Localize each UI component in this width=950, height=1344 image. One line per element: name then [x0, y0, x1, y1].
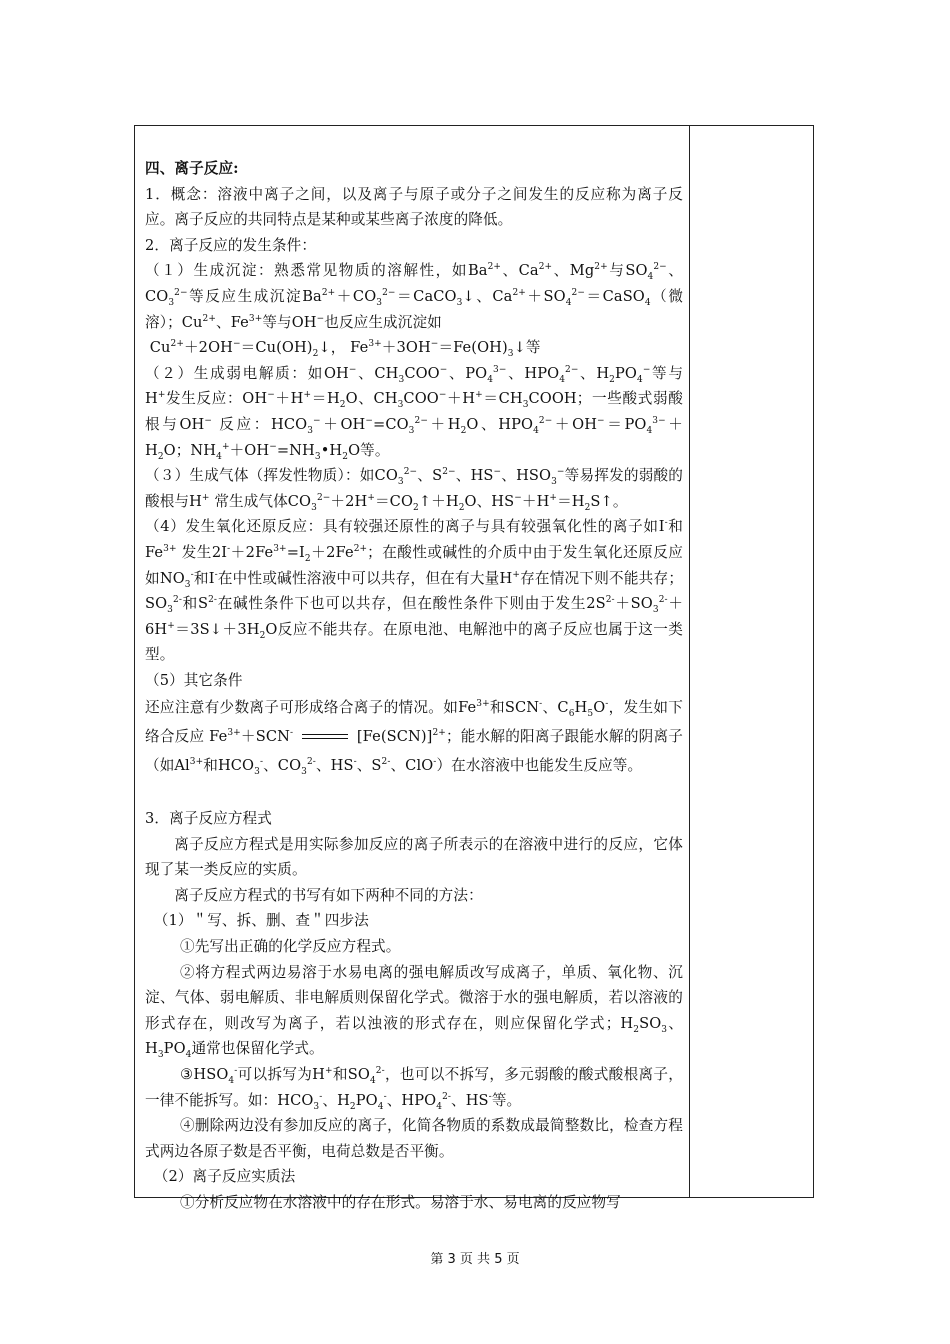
equation-section-heading: 3．离子反应方程式 — [145, 810, 272, 828]
table-column-divider — [689, 126, 690, 1197]
section-title: 四、离子反应: — [145, 160, 239, 177]
main-text-cell — [145, 156, 683, 1216]
method-two-step-one: ①分析反应物在水溶液中的存在形式。易溶于水、易电离的反应物写 — [180, 1193, 621, 1211]
concept-paragraph: 1．概念：溶液中离子之间，以及离子与原子或分子之间发生的反应称为离子反应。离子反应的共同特点是某种或某些离子浓度的降低。 — [145, 185, 683, 229]
equilibrium-arrow-icon — [302, 733, 348, 741]
other-conditions-heading: （5）其它条件 — [145, 671, 243, 689]
step-three: $③HSO_4^-$可以拆写为H+和$SO_4^{2-}$，也可以不拆写，多元弱酸的酸式酸根离子，一律不能拆写。如：$HCO_3^-$、$H_2PO_4^-$、$HPO_4^{2-}$、HS-等。 — [145, 1066, 683, 1112]
step-four: ④删除两边没有参加反应的离子，化简各物质的系数成最简整数比，检查方程式两边各原子数是否平衡，电荷总数是否平衡。 — [145, 1117, 683, 1160]
method-two-heading: （2）离子反应实质法 — [153, 1168, 296, 1186]
methods-intro: 离子反应方程式的书写有如下两种不同的方法： — [174, 886, 483, 904]
page-table-frame — [134, 125, 814, 1211]
hydroxide-equation-line: $Cu^{2+}+2OH^-=Cu(OH)_2↓$， $Fe^{3+}+3OH^-=Fe(OH)_3↓$等 — [145, 339, 541, 360]
equation-definition: 离子反应方程式是用实际参加反应的离子所表示的在溶液中进行的反应，它体现了某一类反应的实质。 — [145, 835, 683, 879]
precipitate-paragraph: （１）生成沉淀：熟悉常见物质的溶解性，如$Ba^{2+}$、$Ca^{2+}$、$Mg^{2+}$与$SO_4^{2-}$、$CO_3^{2-}$等反应生成沉淀$Ba^{2+}+CO_3^{2-}=CaCO_3↓$、$Ca^{2+}+SO_4^{2-}=CaSO_4$（微溶）；$Cu^{2+}$、$Fe^{3+}$等与OH−也反应生成沉淀如 — [145, 262, 684, 331]
weak-electrolyte-paragraph: （２）生成弱电解质：如OH−、$CH_3COO^-$、$PO_4^{3-}$、$HPO_4^{2-}$、$H_2PO_4^-$等与H+发生反应：$OH^-+H^+=H_2O$、$CH_3COO^-+H^+=CH_3COOH$；一些酸式弱酸根与OH− 反应：$HCO_3^-+OH^-=CO_3^{2-}+H_2O$、$HPO_4^{2-}+OH^-=PO_4^{3-}+H_2O$；$NH_4^++OH^-=NH_3•H_2O$等。 — [145, 364, 684, 462]
conditions-heading: 2．离子反应的发生条件： — [145, 236, 317, 254]
redox-paragraph: （4）发生氧化还原反应：具有较强还原性的离子与具有较强氧化性的离子如I-和$Fe^{3+}$ 发生$2I^-+2Fe^{3+}=I_2+2Fe^{2+}$；在酸性或碱性的介质中由于发生氧化还原反应如$NO_3^-$和I-在中性或碱性溶液中可以共存，但在有大量H+存在情况下则不能共存；$SO_3^{2-}$和$S^{2-}$在碱性条件下也可以共存，但在酸性条件下则由于发生$2S^{2-}+SO_3^{2-}+6H^+=3S↓+3H_2O$反应不能共存。在原电池、电解池中的离子反应也属于这一类型。 — [145, 518, 684, 664]
step-two: ②将方程式两边易溶于水易电离的强电解质改写成离子，单质、氧化物、沉淀、气体、弱电解质、非电解质则保留化学式。微溶于水的强电解质，若以溶液的形式存在，则改写为离子，若以浊液的形式存在，则应保留化学式；$H_2SO_3$、$H_3PO_4$通常也保留化学式。 — [145, 963, 683, 1061]
step-one: ①先写出正确的化学反应方程式。 — [180, 938, 401, 956]
page-footer: 第 3 页 共 5 页 — [430, 1252, 520, 1267]
gas-paragraph: （３）生成气体（挥发性物质）：如$CO_3^{2-}$、$S^{2-}$、HS−、$HSO_3^-$等易挥发的弱酸的酸根与H+ 常生成气体$CO_3^{2-}+2H^+=CO_2↑+H_2O$、$HS^-+H^+=H_2S↑$。 — [145, 467, 683, 513]
method-one-heading: （1）＂写、拆、删、查＂四步法 — [153, 912, 369, 930]
complex-ion-paragraph: 还应注意有少数离子可形成络合离子的情况。如$Fe^{3+}$和SCN-、$C_6H_5O^-$，发生如下络合反应 $Fe^{3+}+SCN^-$ $[Fe(SCN)]^{2+}$；能水解的阳离子跟能水解的阴离子（如$Al^{3+}$和$HCO_3^-$、$CO_3^{2-}$、HS-、$S^{2-}$、ClO-）在水溶液中也能发生反应等。 — [145, 699, 683, 778]
